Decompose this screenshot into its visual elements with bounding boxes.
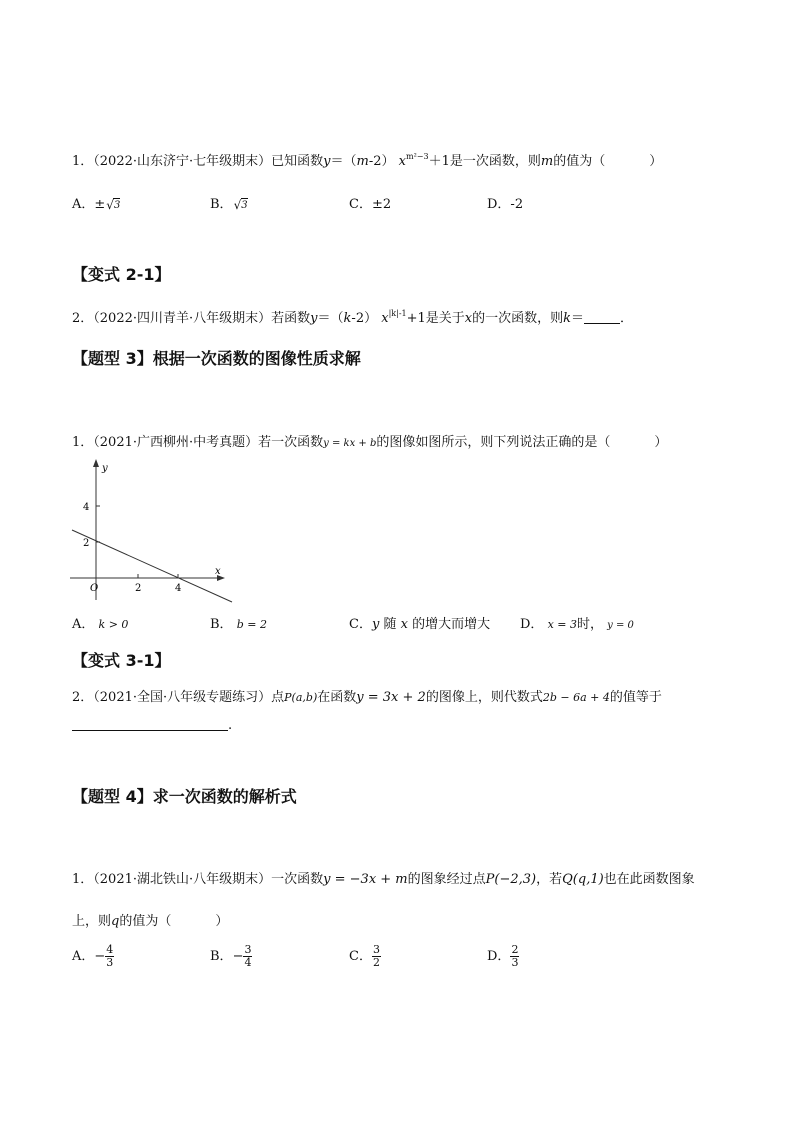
question-text: ，若 — [536, 872, 563, 887]
math-var: m — [540, 154, 554, 169]
math-expression: b = 2 — [236, 618, 267, 631]
option-label: C． — [349, 949, 372, 964]
option-label: B． — [210, 949, 233, 964]
option-label: A． — [72, 949, 95, 964]
fraction-denominator: 3 — [106, 956, 114, 969]
question-3-line — [72, 431, 667, 450]
question-text: 的图像如图所示，则下列说法正确的是（ — [376, 435, 611, 450]
question-5-line-2 — [72, 910, 228, 929]
fraction — [243, 944, 252, 969]
option-d[interactable] — [487, 944, 519, 969]
math-expression: y = −3x + m — [323, 872, 408, 887]
question-text: ＋1是一次函数，则 — [428, 154, 541, 169]
math-expression: P(−2,3) — [485, 872, 537, 887]
question-text: 在函数 — [317, 690, 357, 705]
option-sign: − — [232, 949, 244, 964]
math-var: x — [381, 311, 389, 326]
question-4-line — [72, 686, 662, 705]
option-label: A．± — [72, 197, 106, 212]
question-text: -2） — [368, 154, 395, 169]
question-text: +1是关于 — [406, 311, 465, 326]
question-text: 的图象经过点 — [407, 872, 486, 887]
x-tick-label-2: 2 — [135, 583, 142, 594]
option-b[interactable] — [210, 944, 252, 969]
math-var: y — [371, 617, 380, 632]
question-5-line — [72, 868, 695, 887]
option-sign: − — [94, 949, 106, 964]
option-c[interactable] — [349, 613, 490, 632]
x-axis-label: x — [215, 566, 221, 577]
question-text: 的值等于 — [609, 690, 662, 705]
math-exponent: |k|-1 — [388, 309, 407, 318]
math-expression: y = 0 — [607, 620, 634, 631]
question-source: （2021·湖北铁山·八年级期末） — [93, 872, 272, 887]
question-text: -2） — [351, 311, 378, 326]
math-var: x — [400, 617, 408, 632]
fraction-numerator: 3 — [244, 943, 252, 956]
option-text: 时， — [577, 617, 604, 632]
math-expression: 2b − 6a + 4 — [542, 691, 610, 704]
question-number: 2． — [72, 311, 94, 326]
math-var: y — [310, 311, 318, 326]
option-b[interactable] — [210, 613, 267, 632]
option-d[interactable]: D．-2 — [487, 197, 524, 212]
y-tick-label-4: 4 — [83, 502, 90, 513]
y-tick-label-2: 2 — [83, 538, 90, 549]
math-var: y — [323, 154, 331, 169]
math-expression: y = kx + b — [323, 438, 377, 449]
option-label: B． — [210, 617, 233, 632]
fraction-numerator: 3 — [372, 943, 380, 956]
question-number: 1． — [72, 872, 94, 887]
question-source: （2022·四川青羊·八年级期末） — [93, 311, 272, 326]
question-text: 的值为（ — [119, 914, 172, 929]
math-var: m — [356, 154, 369, 169]
question-text: ． — [620, 311, 634, 326]
answer-line — [72, 718, 232, 733]
question-text: 若一次函数 — [258, 435, 324, 450]
question-text: 的图像上，则代数式 — [425, 690, 543, 705]
option-b[interactable] — [210, 193, 248, 212]
math-var: x — [398, 154, 407, 169]
question-number: 1． — [72, 435, 94, 450]
option-c[interactable]: C．±2 — [349, 197, 392, 212]
question-source: （2021·全国·八年级专题练习） — [93, 690, 272, 705]
question-source: （2022·山东济宁·七年级期末） — [93, 154, 272, 169]
option-label: D． — [520, 617, 544, 632]
question-text: ＝（ — [330, 154, 357, 169]
fraction-numerator: 4 — [106, 943, 114, 956]
question-number: 2． — [72, 690, 94, 705]
math-var: q — [111, 914, 120, 929]
fraction — [105, 944, 114, 969]
question-text: 也在此函数图象 — [603, 872, 695, 887]
option-label: B． — [210, 197, 233, 212]
fraction-denominator: 2 — [372, 956, 380, 969]
option-label: C． — [349, 617, 372, 632]
question-number: 1． — [72, 154, 94, 169]
question-text: ） — [649, 154, 663, 169]
option-c[interactable] — [349, 944, 381, 969]
option-a[interactable] — [72, 193, 120, 212]
question-source: （2021·广西柳州·中考真题） — [93, 435, 259, 450]
question-text: 上，则 — [72, 914, 112, 929]
section-heading-variant-3-1: 【变式 3-1】 — [72, 651, 171, 670]
x-tick-label-4: 4 — [175, 583, 182, 594]
fraction-numerator: 2 — [511, 943, 519, 956]
question-1-line — [72, 150, 662, 169]
question-text: 若函数 — [271, 311, 311, 326]
linear-function-graph — [60, 455, 245, 605]
question-2-line — [72, 307, 633, 326]
answer-blank[interactable] — [72, 730, 228, 731]
fraction — [372, 944, 381, 969]
math-expression: k > 0 — [98, 618, 129, 631]
option-text: 随 — [383, 617, 397, 632]
math-expression: y = 3x + 2 — [356, 690, 426, 705]
option-a[interactable] — [72, 613, 128, 632]
y-axis-label: y — [102, 463, 108, 474]
option-d[interactable] — [520, 613, 634, 632]
option-text: 的增大而增大 — [412, 617, 491, 632]
math-var: k — [563, 311, 572, 326]
question-text: 的值为（ — [553, 154, 606, 169]
question-text: 的一次函数，则 — [472, 311, 564, 326]
sqrt-radicand: √ 3 — [113, 198, 120, 211]
section-heading-variant-2-1: 【变式 2-1】 — [72, 265, 171, 284]
question-text: ＝（ — [317, 311, 344, 326]
fraction-denominator: 3 — [511, 956, 519, 969]
math-exponent: m²−3 — [406, 152, 429, 161]
math-expression: Q(q,1) — [562, 872, 604, 887]
origin-label: O — [90, 583, 99, 594]
math-var: k — [343, 311, 352, 326]
math-var: x — [464, 311, 473, 326]
sqrt-radicand: √ 3 — [241, 198, 248, 211]
question-text: 点 — [271, 690, 285, 705]
math-expression: x = 3 — [547, 618, 577, 631]
option-label: D． — [487, 949, 511, 964]
section-heading-type-3: 【题型 3】根据一次函数的图像性质求解 — [72, 349, 361, 368]
question-text: . — [228, 718, 233, 733]
question-text: 已知函数 — [271, 154, 324, 169]
answer-blank[interactable] — [584, 323, 620, 324]
y-axis-arrow — [93, 459, 99, 467]
fraction-denominator: 4 — [244, 956, 252, 969]
option-a[interactable] — [72, 944, 114, 969]
option-label: A． — [72, 617, 95, 632]
fraction — [510, 944, 519, 969]
question-text: ） — [654, 435, 668, 450]
question-text: 一次函数 — [271, 872, 324, 887]
section-heading-type-4: 【题型 4】求一次函数的解析式 — [72, 787, 297, 806]
math-expression: P(a,b) — [284, 691, 318, 704]
question-text: ＝ — [571, 311, 585, 326]
question-text: ） — [215, 914, 229, 929]
